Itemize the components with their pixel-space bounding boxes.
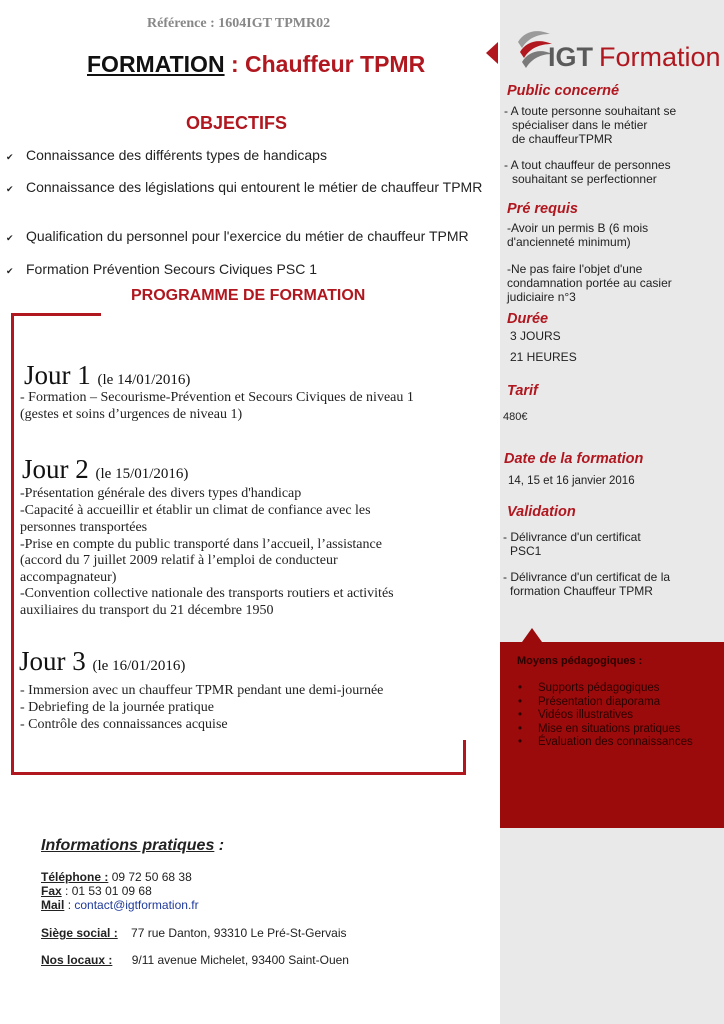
validation-line: PSC1 [510, 544, 542, 558]
jour-3-line: - Immersion avec un chauffeur TPMR pendant une demi-journée [20, 683, 384, 698]
jour-2-line: -Capacité à accueillir et établir un climat de confiance avec les [20, 503, 371, 518]
logo-formation: Formation [599, 42, 721, 72]
jour-1-date: (le 14/01/2016) [97, 372, 191, 388]
jour-3-line: - Contrôle des connaissances acquise [20, 717, 228, 732]
objectif-text: Connaissance des législations qui entourent le métier de chauffeur TPMR [26, 179, 483, 195]
title-colon: : [224, 51, 246, 77]
duree-heures: 21 HEURES [510, 350, 577, 364]
jour-3-line: - Debriefing de la journée pratique [20, 700, 214, 715]
validation-heading: Validation [507, 504, 576, 520]
validation-line: - Délivrance d'un certificat de la [503, 570, 671, 584]
duree-heading: Durée [507, 311, 549, 327]
prerequis-line: judiciaire n°3 [507, 290, 576, 304]
infos-heading-text: Informations pratiques [41, 837, 215, 854]
fax-label: Fax [41, 884, 62, 898]
jour-2-title [22, 454, 188, 485]
title-prefix: FORMATION [87, 51, 225, 77]
bullet-icon: • [518, 723, 523, 735]
moyens-arrow [522, 628, 542, 642]
tarif-value: 480€ [503, 411, 528, 423]
validation-line: formation Chauffeur TPMR [510, 584, 653, 598]
jour-2-line: auxiliaires du transport du 21 décembre 1950 [20, 603, 274, 618]
locaux-label: Nos locaux : [41, 953, 113, 967]
check-icon: ✔ [6, 233, 14, 243]
bullet-icon: • [518, 696, 523, 708]
tarif-heading: Tarif [507, 383, 538, 399]
jour-2-line: personnes transportées [20, 520, 148, 535]
red-tab-marker [486, 42, 498, 64]
jour-2-line: -Présentation générale des divers types d'handicap [20, 486, 302, 501]
bullet-icon: • [518, 709, 523, 721]
jour-1-line: - Formation – Secourisme-Prévention et Secours Civiques de niveau 1 [20, 390, 414, 405]
objectif-text: Qualification du personnel pour l'exercice du métier de chauffeur TPMR [26, 228, 469, 244]
mail-label: Mail [41, 898, 65, 912]
info-siege [41, 926, 347, 940]
moyens-item-text: Présentation diaporama [538, 696, 661, 708]
bullet-icon: • [518, 736, 523, 748]
objectif-text: Formation Prévention Secours Civiques PSC 1 [26, 261, 318, 277]
jour-2-line: accompagnateur) [20, 570, 117, 585]
objectif-text: Connaissance des différents types de handicaps [26, 147, 327, 163]
infos-heading [41, 837, 224, 855]
public-line: spécialiser dans le métier [512, 118, 648, 132]
jour-3-date: (le 16/01/2016) [92, 658, 186, 674]
jour-2-date: (le 15/01/2016) [95, 466, 189, 482]
reference: Référence : 1604IGT TPMR02 [147, 16, 331, 31]
prerequis-line: d'ancienneté minimum) [507, 235, 631, 249]
public-line: de chauffeurTPMR [512, 132, 613, 146]
siege-label: Siège social : [41, 926, 118, 940]
prerequis-line: -Avoir un permis B (6 mois [507, 221, 649, 235]
objectifs-heading: OBJECTIFS [186, 113, 288, 133]
validation-line: - Délivrance d'un certificat [503, 530, 641, 544]
public-line: souhaitant se perfectionner [512, 172, 657, 186]
moyens-box [500, 642, 724, 828]
public-heading: Public concerné [507, 83, 620, 99]
jour-2-line: -Prise en compte du public transporté dans l’accueil, l’assistance [20, 537, 382, 552]
fax-value: : 01 53 01 09 68 [65, 884, 152, 898]
prerequis-line: -Ne pas faire l'objet d'une [507, 262, 643, 276]
locaux-value: 9/11 avenue Michelet, 93400 Saint-Ouen [131, 953, 349, 967]
public-line: - A toute personne souhaitant se [504, 104, 677, 118]
date-heading: Date de la formation [504, 451, 644, 467]
bullet-icon: • [518, 682, 523, 694]
date-value: 14, 15 et 16 janvier 2016 [508, 475, 635, 487]
telephone-label: Téléphone : [41, 870, 109, 884]
moyens-item-text: Mise en situations pratiques [538, 723, 681, 735]
jour-2-line: -Convention collective nationale des transports routiers et activités [20, 586, 394, 601]
info-mail [41, 898, 199, 912]
logo-igt: IGT [548, 42, 593, 72]
page-title [87, 51, 425, 78]
jour-1-line: (gestes et soins d’urgences de niveau 1) [20, 407, 243, 422]
title-name: Chauffeur TPMR [245, 51, 426, 77]
check-icon: ✔ [6, 184, 14, 194]
info-telephone [41, 870, 192, 884]
jour-1-label: Jour 1 [24, 360, 91, 390]
logo [514, 28, 719, 78]
mail-sep: : [67, 898, 72, 912]
siege-value: 77 rue Danton, 93310 Le Pré-St-Gervais [131, 926, 347, 940]
jour-2-line: (accord du 7 juillet 2009 relatif à l’emploi de conducteur [20, 553, 338, 568]
check-icon: ✔ [6, 266, 14, 276]
moyens-heading: Moyens pédagogiques : [517, 655, 643, 667]
duree-jours: 3 JOURS [510, 329, 561, 343]
mail-link[interactable]: contact@igtformation.fr [74, 898, 199, 912]
moyens-item-text: Évaluation des connaissances [538, 736, 693, 748]
info-locaux [41, 953, 349, 967]
info-fax [41, 884, 152, 898]
check-icon: ✔ [6, 152, 14, 162]
jour-3-label: Jour 3 [19, 646, 86, 676]
telephone-value: 09 72 50 68 38 [111, 870, 192, 884]
prerequis-heading: Pré requis [507, 201, 578, 217]
jour-2-label: Jour 2 [22, 454, 89, 484]
infos-heading-suffix: : [214, 837, 225, 854]
prerequis-line: condamnation portée au casier [507, 276, 672, 290]
moyens-item-text: Supports pédagogiques [538, 682, 660, 694]
jour-1-title [24, 360, 190, 391]
jour-3-title [19, 646, 185, 677]
moyens-item-text: Vidéos illustratives [538, 709, 634, 721]
public-line: - A tout chauffeur de personnes [504, 158, 671, 172]
programme-heading: PROGRAMME DE FORMATION [131, 287, 366, 304]
